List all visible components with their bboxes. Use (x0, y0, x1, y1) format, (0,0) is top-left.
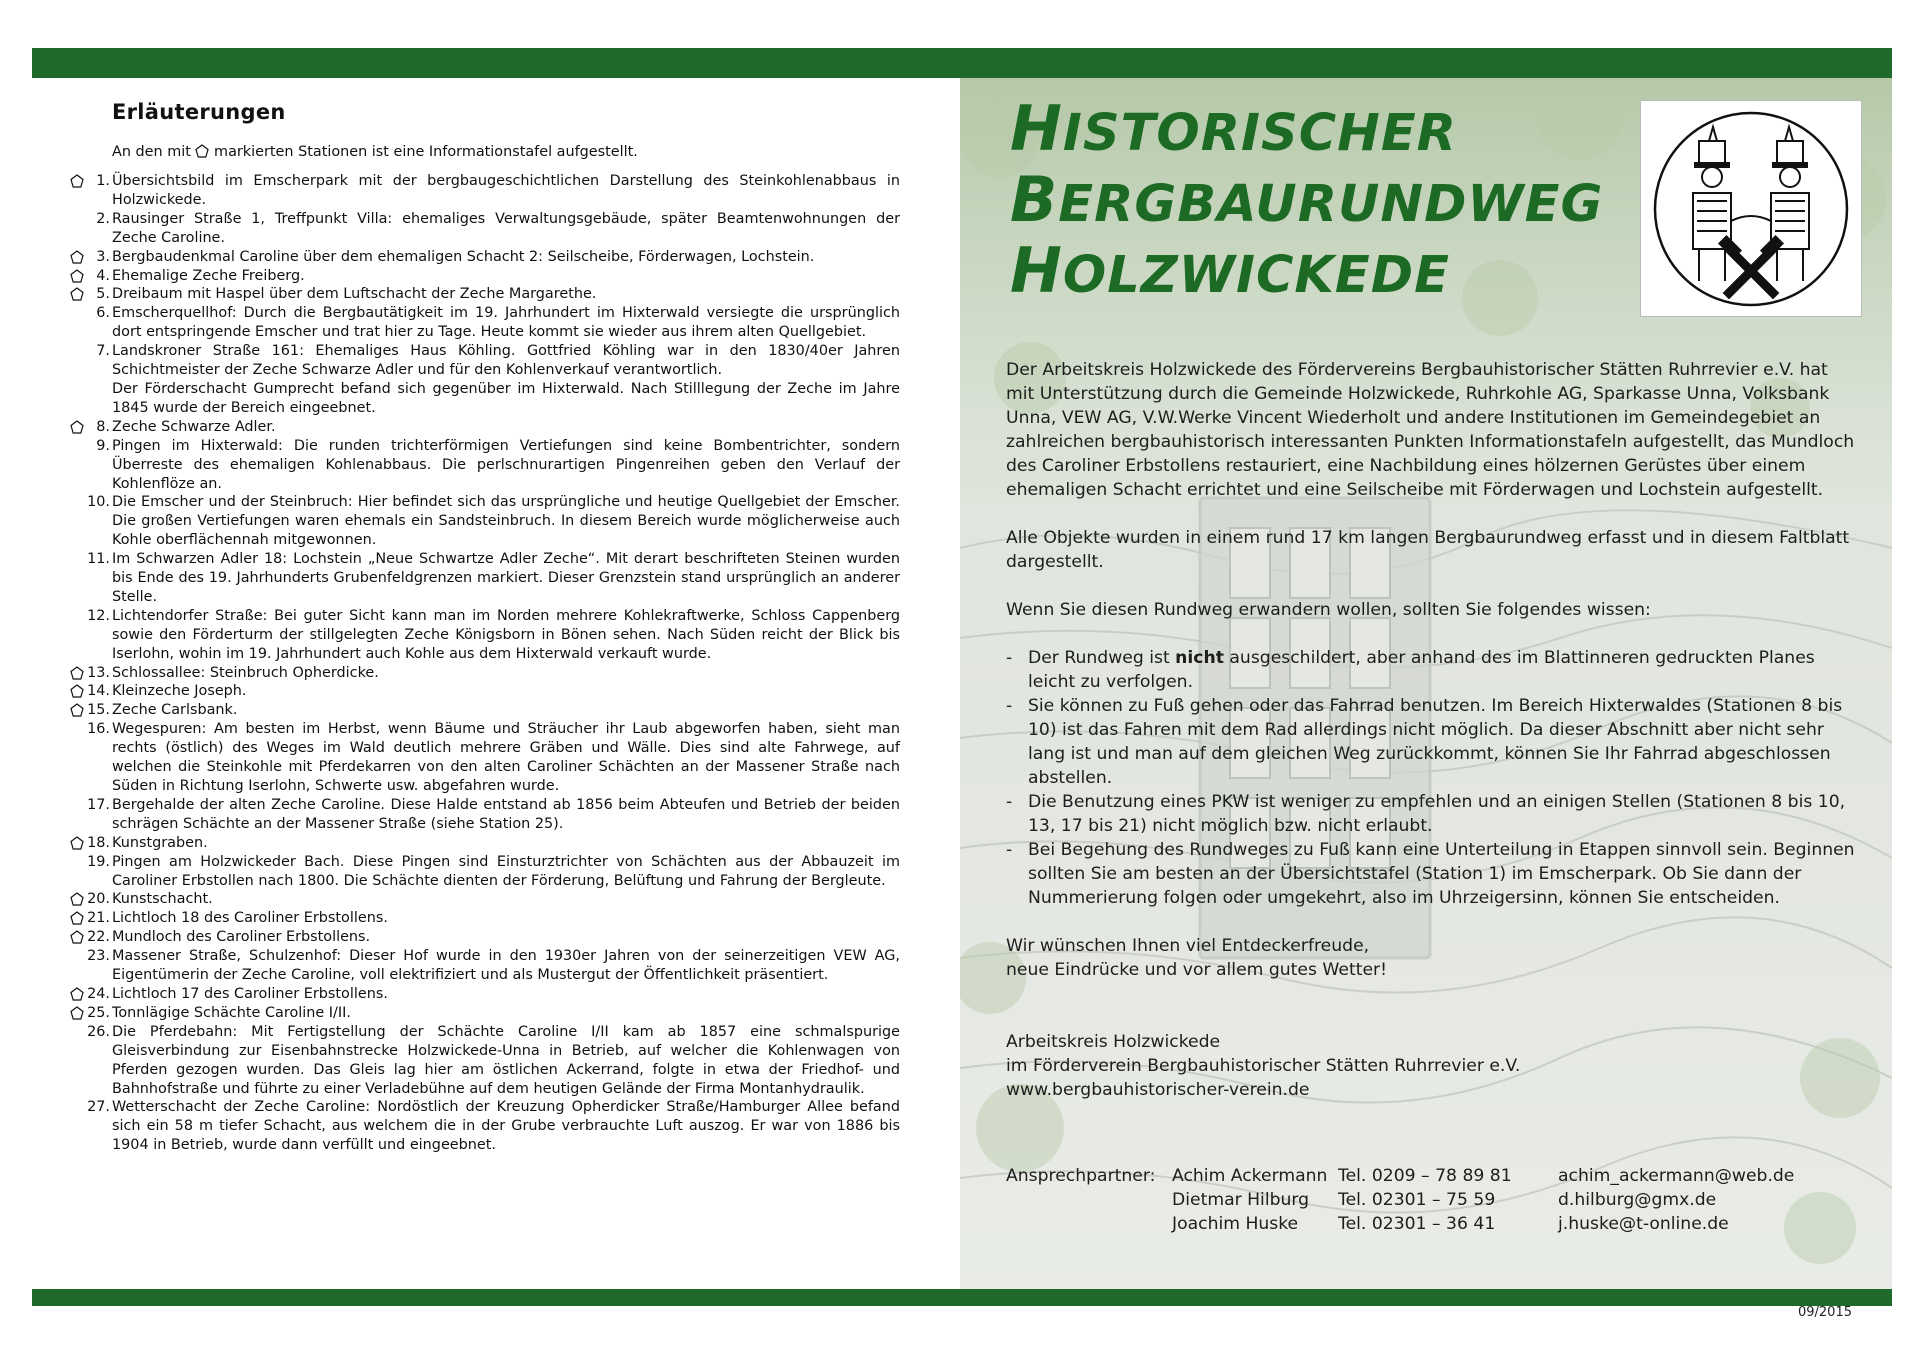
station-number (60, 985, 110, 1004)
pentagon-marker-icon (70, 703, 84, 717)
station-description: Dreibaum mit Haspel über dem Luftschacht der Zeche Margarethe. (112, 286, 597, 303)
station-description: Übersichtsbild im Emscherpark mit der bergbaugeschichtlichen Darstellung des Steinkohlenabbaus in Holzwickede. (112, 173, 900, 208)
legend-heading: Erläuterungen (112, 100, 286, 124)
pentagon-marker-icon (70, 250, 84, 264)
station-number-label: 22. (87, 929, 110, 946)
cover-panel (960, 78, 1892, 1289)
station-description: Bergbaudenkmal Caroline über dem ehemaligen Schacht 2: Seilscheibe, Förderwagen, Lochstein. (112, 248, 815, 265)
station-number (60, 890, 110, 909)
station-number (60, 1023, 110, 1042)
station-item (60, 437, 900, 494)
contacts-block (1006, 1164, 1794, 1236)
title-line-2 (1010, 163, 1604, 238)
station-number-label: 14. (87, 683, 110, 700)
title-line-1 (1010, 92, 1603, 167)
station-number-label: 9. (96, 437, 110, 454)
pentagon-marker-icon (70, 836, 84, 850)
station-number-label: 13. (87, 664, 110, 681)
hint-1-text-end: ausgeschildert, aber anhand des im Blattinneren gedruckten Planes leicht zu verfolgen. (1028, 648, 1815, 692)
station-number-label: 2. (96, 210, 110, 227)
pentagon-marker-icon (70, 930, 84, 944)
intro-text-end: markierten Stationen ist eine Informationstafel aufgestellt. (214, 144, 638, 160)
station-number (60, 267, 110, 286)
station-item (60, 947, 900, 985)
station-item (60, 701, 900, 720)
station-description: Wetterschacht der Zeche Caroline: Nordöstlich der Kreuzung Opherdicker Straße/Hamburger Allee befand sich ein 58 m tiefer Schacht, aus welchem die in der Grube verbrauchte Luft auszog. Er war von 1886 bis 1904 in Betrieb, wurde dann verfüllt und eingeebnet. (112, 1099, 900, 1154)
contact-email: achim_ackermann@web.de (1558, 1166, 1795, 1186)
station-item (60, 853, 900, 891)
station-number-label: 7. (96, 343, 110, 360)
station-item (60, 248, 900, 267)
contact-row (1006, 1164, 1794, 1188)
paragraph-hints-intro: Wenn Sie diesen Rundweg erwandern wollen, sollten Sie folgendes wissen: (1006, 600, 1651, 620)
station-item (60, 550, 900, 607)
title-line-2-initial: B (1010, 163, 1059, 236)
station-description: Zeche Schwarze Adler. (112, 418, 276, 435)
contact-email: j.huske@t-online.de (1558, 1214, 1729, 1234)
station-description: Mundloch des Caroliner Erbstollens. (112, 929, 371, 946)
paragraph-about: Der Arbeitskreis Holzwickede des Fördervereins Bergbauhistorischer Stätten Ruhrrevier e.V. hat mit Unterstützung durch die Gemeinde Holzwickede, Ruhrkohle AG, Sparkasse Unna, Volksbank Unna, VEW AG, V.W.Werke Vincent Wiederholt und andere Institutionen im Gemeindegebiet an zahlreichen bergbauhistorisch interessanten Punkten Informationstafeln aufgestellt, das Mundloch des Caroliner Erbstollens restauriert, eine Nachbildung eines hölzernen Gerüstes über einem ehemaligen Schacht errichtet und eine Seilscheibe mit Förderwagen und Lochstein aufgestellt. (1006, 360, 1855, 500)
station-number-label: 6. (96, 305, 110, 322)
title-line-2-rest: ERGBAURUNDWEG (1058, 175, 1604, 234)
contact-email: d.hilburg@gmx.de (1558, 1190, 1717, 1210)
hint-1-emphasis: nicht (1175, 648, 1224, 668)
station-number (60, 664, 110, 683)
station-item (60, 796, 900, 834)
station-number (60, 248, 110, 267)
top-green-bar (32, 48, 1892, 78)
station-description: Im Schwarzen Adler 18: Lochstein „Neue Schwartze Adler Zeche“. Mit derart beschrifteten Steinen wurden bis Ende des 19. Jahrhunderts Grubenfeldgrenzen markiert. Dieser Grenzstein stand ursprünglich an anderer Stelle. (112, 551, 900, 605)
contact-phone: Tel. 0209 – 78 89 81 (1338, 1166, 1512, 1186)
station-number-label: 16. (87, 721, 110, 738)
pentagon-marker-icon (70, 1006, 84, 1020)
legend-intro (112, 144, 900, 160)
station-number (60, 909, 110, 928)
station-description: Rausinger Straße 1, Treffpunkt Villa: ehemaliges Verwaltungsgebäude, später Beamtenwohnungen der Zeche Caroline. (112, 210, 900, 246)
hint-item-stages: - Bei Begehung des Rundweges zu Fuß kann eine Unterteilung in Etappen sinnvoll sein. Beginnen sollten Sie am besten an der Übersichtstafel (Station 1) im Emscherpark. Ob Sie dann der Nummerierung folgen oder umgekehrt, also im Uhrzeigersinn, können Sie entscheiden. (1006, 838, 1858, 910)
pentagon-marker-icon (70, 174, 84, 188)
station-description: Zeche Carlsbank. (112, 702, 238, 719)
wishes-line-2: neue Eindrücke und vor allem gutes Wetter! (1006, 960, 1387, 980)
hint-1-text-start: Der Rundweg ist (1028, 648, 1176, 668)
pentagon-marker-icon (70, 666, 84, 680)
station-item (60, 493, 900, 550)
station-number-label: 1. (96, 173, 110, 189)
station-description: Lichtloch 18 des Caroliner Erbstollens. (112, 910, 388, 927)
station-item (60, 304, 900, 342)
station-number (60, 418, 110, 437)
station-item (60, 1023, 900, 1099)
station-number-label: 10. (87, 494, 110, 511)
station-item (60, 834, 900, 853)
pentagon-marker-icon (70, 911, 84, 925)
station-item (60, 985, 900, 1004)
hint-item-bicycle: - Sie können zu Fuß gehen oder das Fahrrad benutzen. Im Bereich Hixterwaldes (Stationen 8 bis 10) ist das Fahren mit dem Rad allerdings nicht möglich. Da dieser Abschnitt aber nicht sehr lang ist und man auf dem gleichen Weg zurückkommt, können Sie Ihr Fahrrad abgeschlossen abstellen. (1006, 694, 1858, 790)
pentagon-marker-icon (70, 892, 84, 906)
station-number (60, 1098, 110, 1117)
station-item (60, 285, 900, 304)
wishes-line-1: Wir wünschen Ihnen viel Entdeckerfreude, (1006, 936, 1370, 956)
station-number-label: 12. (87, 607, 110, 624)
station-item (60, 720, 900, 796)
station-description: Ehemalige Zeche Freiberg. (112, 267, 305, 284)
station-description: Emscherquellhof: Durch die Bergbautätigkeit im 19. Jahrhundert im Hixterwald versiegte die ursprünglich dort entspringende Emscher und trat hier zu Tage. Heute kommt sie wieder aus ihrem alten Quellgebiet. (112, 305, 900, 341)
legend-column (60, 100, 900, 1155)
station-number (60, 720, 110, 739)
contact-phone: Tel. 02301 – 36 41 (1338, 1214, 1496, 1234)
station-number (60, 947, 110, 966)
station-number (60, 853, 110, 872)
station-number (60, 834, 110, 853)
pentagon-marker-icon (70, 269, 84, 283)
station-number (60, 928, 110, 947)
station-description: Landskroner Straße 161: Ehemaliges Haus Köhling. Gottfried Köhling war in den 1830/40er Jahren Schichtmeister der Zeche Schwarze Adler und für den Kohlenverkauf verantwortlich. Der Förderschacht Gumprecht befand sich gegenüber im Hixterwald. Nach Stilllegung der Zeche im Jahre 1845 wurde der Bereich eingeebnet. (112, 343, 900, 416)
station-number-label: 18. (87, 834, 110, 851)
station-description: Tonnlägige Schächte Caroline I/II. (112, 1004, 351, 1021)
station-number-label: 25. (87, 1004, 110, 1021)
station-description: Pingen im Hixterwald: Die runden trichterförmigen Vertiefungen sind keine Bombentrichter, sondern Überreste des ehemaligen Kohlenabbaus. Die perlschnurartigen Pingenreihen geben den Verlauf der Kohlenflöze an. (112, 437, 900, 492)
station-description: Kleinzeche Joseph. (112, 683, 247, 700)
station-number-label: 11. (87, 551, 110, 568)
station-number (60, 682, 110, 701)
station-description: Die Emscher und der Steinbruch: Hier befindet sich das ursprüngliche und heutige Quellgebiet der Emscher. Die großen Vertiefungen waren ehemals ein Sandsteinbruch. In diesem Bereich wurde möglicherweise auch Kohle oberflächennah mitgewonnen. (112, 494, 900, 549)
pentagon-marker-icon (70, 420, 84, 434)
station-number-label: 17. (87, 796, 110, 813)
station-number (60, 304, 110, 323)
station-item (60, 607, 900, 664)
station-item (60, 342, 900, 418)
miners-emblem-icon (1640, 100, 1862, 317)
station-item (60, 172, 900, 210)
intro-text-start: An den mit (112, 144, 191, 160)
station-description: Kunstgraben. (112, 834, 208, 851)
station-description: Die Pferdebahn: Mit Fertigstellung der Schächte Caroline I/II kam ab 1857 eine schmalspurige Gleisverbindung zur Eisenbahnstrecke Holzwickede-Unna in Betrieb, auf welcher die Kohlenwagen von Pferden gezogen wurden. Das Gleis lag hier am östlichen Ackerrand, folgte in etwa der Friedhof- und Bahnhofstraße und führte zu einer Verladebühne auf dem heutigen Gelände der Firma Montanhydraulik. (112, 1023, 900, 1097)
station-number-label: 15. (87, 702, 110, 719)
station-description: Schlossallee: Steinbruch Opherdicke. (112, 664, 379, 681)
pentagon-marker-icon (70, 287, 84, 301)
contact-name: Dietmar Hilburg (1172, 1190, 1310, 1210)
station-number-label: 27. (87, 1099, 110, 1116)
station-description: Pingen am Holzwickeder Bach. Diese Pingen sind Einsturztrichter von Schächten aus der Abbauzeit im Caroliner Erbstollen nach 1800. Die Schächte dienten der Förderung, Belüftung und Fahrung der Bergleute. (112, 853, 900, 889)
contact-label: Ansprechpartner: (1006, 1166, 1156, 1186)
station-item (60, 664, 900, 683)
hints-list (1006, 646, 1858, 910)
station-description: Kunstschacht. (112, 891, 213, 908)
station-number-label: 24. (87, 985, 110, 1002)
station-item (60, 890, 900, 909)
contact-row (1006, 1212, 1794, 1236)
station-number (60, 342, 110, 361)
station-item (60, 1004, 900, 1023)
station-description: Wegespuren: Am besten im Herbst, wenn Bäume und Sträucher ihr Laub abgeworfen haben, sieht man rechts (östlich) des Weges im Wald deutlich mehrere Gräben und Wälle. Dies sind alte Fahrwege, auf welchen die Steinkohle mit Pferdekarren von den alten Caroliner Schächten an der Massener Straße nach Süden in Richtung Iserlohn, Schwerte usw. abgefahren wurde. (112, 721, 900, 794)
station-item (60, 210, 900, 248)
station-number-label: 21. (87, 910, 110, 927)
title-line-3 (1010, 234, 1603, 309)
station-number (60, 493, 110, 512)
station-list (60, 172, 900, 1155)
station-description: Lichtloch 17 des Caroliner Erbstollens. (112, 985, 388, 1002)
station-number-label: 3. (96, 248, 110, 265)
station-number-label: 4. (96, 267, 110, 284)
station-number-label: 5. (96, 286, 110, 303)
page-title (1010, 92, 1604, 309)
contact-phone: Tel. 02301 – 75 59 (1338, 1190, 1496, 1210)
pentagon-marker-icon (70, 684, 84, 698)
station-number-label: 23. (87, 948, 110, 965)
station-number (60, 437, 110, 456)
contact-row (1006, 1188, 1794, 1212)
station-number (60, 172, 110, 191)
station-number (60, 1004, 110, 1023)
paragraph-route: Alle Objekte wurden in einem rund 17 km langen Bergbaurundweg erfasst und in diesem Faltblatt dargestellt. (1006, 528, 1850, 572)
organization-parent: im Förderverein Bergbauhistorischer Stätten Ruhrrevier e.V. (1006, 1056, 1521, 1076)
station-number (60, 607, 110, 626)
organization-name: Arbeitskreis Holzwickede (1006, 1032, 1221, 1052)
station-number-label: 8. (96, 418, 110, 435)
contact-name: Achim Ackermann (1172, 1166, 1328, 1186)
title-line-1-initial: H (1010, 92, 1063, 165)
station-item (60, 682, 900, 701)
station-number (60, 796, 110, 815)
organization-website: www.bergbauhistorischer-verein.de (1006, 1080, 1310, 1100)
station-description: Massener Straße, Schulzenhof: Dieser Hof wurde in den 1930er Jahren von der seinerzeitigen VEW AG, Eigentümerin der Zeche Caroline, voll elektrifiziert und als Mustergut der Öffentlichkeit präsentiert. (112, 948, 900, 984)
intro-text-block (1006, 358, 1858, 1102)
station-number (60, 285, 110, 304)
title-line-3-initial: H (1010, 234, 1063, 307)
contact-name: Joachim Huske (1172, 1214, 1299, 1234)
hint-item-signage (1006, 646, 1858, 694)
title-line-1-rest: ISTORISCHER (1062, 104, 1457, 163)
station-number-label: 26. (87, 1023, 110, 1040)
station-number-label: 20. (87, 891, 110, 908)
edition-date: 09/2015 (1797, 1305, 1852, 1320)
title-line-3-rest: OLZWICKEDE (1062, 246, 1450, 305)
station-number (60, 550, 110, 569)
station-number (60, 701, 110, 720)
station-item (60, 418, 900, 437)
station-number (60, 210, 110, 229)
station-number-label: 19. (87, 853, 110, 870)
pentagon-marker-icon (195, 144, 209, 158)
bottom-green-bar (32, 1289, 1892, 1306)
station-description: Lichtendorfer Straße: Bei guter Sicht kann man im Norden mehrere Kohlekraftwerke, Schloss Cappenberg sowie den Förderturm der stillgelegten Zeche Königsborn in Bönen sehen. Nach Süden reicht der Blick bis Iserlohn, wohin im 19. Jahrhundert auch Kohle aus dem Hixterwald verkauft wurde. (112, 607, 900, 662)
hint-item-car: - Die Benutzung eines PKW ist weniger zu empfehlen und an einigen Stellen (Stationen 8 bis 10, 13, 17 bis 21) nicht möglich bzw. nicht erlaubt. (1006, 790, 1858, 838)
station-item (60, 1098, 900, 1155)
station-item (60, 267, 900, 286)
station-item (60, 928, 900, 947)
pentagon-marker-icon (70, 987, 84, 1001)
station-item (60, 909, 900, 928)
station-description: Bergehalde der alten Zeche Caroline. Diese Halde entstand ab 1856 beim Abteufen und Betrieb der beiden schrägen Schächte an der Massener Straße (siehe Station 25). (112, 796, 900, 832)
